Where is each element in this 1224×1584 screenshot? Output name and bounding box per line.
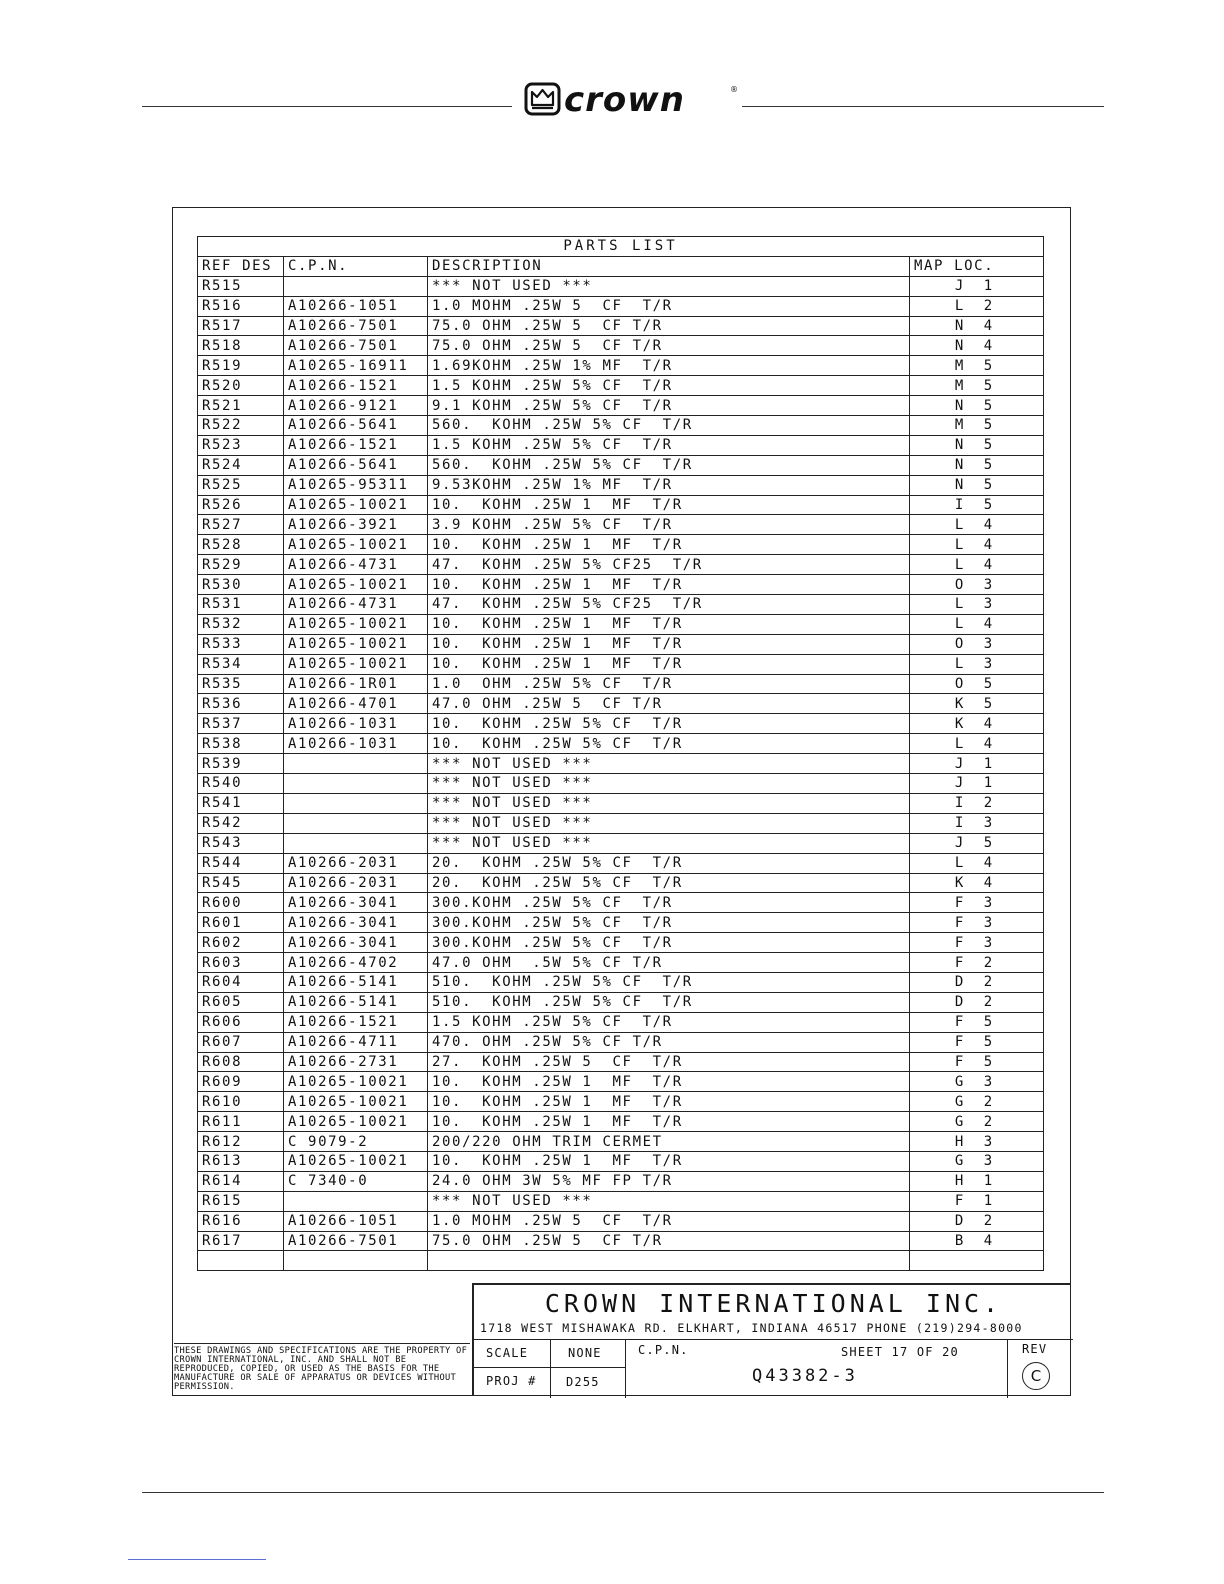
ref-des-cell: R516 — [198, 296, 284, 316]
description-cell: 47. KOHM .25W 5% CF25 T/R — [428, 595, 910, 615]
map-loc-cell: M 5 — [910, 376, 1044, 396]
table-row — [198, 893, 1044, 913]
col-header-map-loc: MAP LOC. — [910, 256, 1044, 276]
ref-des-cell: R606 — [198, 1012, 284, 1032]
table-row — [198, 853, 1044, 873]
cpn-cell: A10266-3921 — [284, 515, 428, 535]
map-loc-cell: G 2 — [910, 1092, 1044, 1112]
table-row — [198, 455, 1044, 475]
table-row — [198, 634, 1044, 654]
map-loc-cell: N 5 — [910, 475, 1044, 495]
scale-label: SCALE — [486, 1346, 529, 1360]
cpn-cell: A10266-5141 — [284, 972, 428, 992]
proprietary-notice: THESE DRAWINGS AND SPECIFICATIONS ARE THE PROPERTY OF CROWN INTERNATIONAL, INC. AND SHALL NOT BE REPRODUCED, COPIED, OR USED AS THE BASIS FOR THE MANUFACTURE OR SALE OF APPARATUS OR DEVICES WITHOUT PERMISSION. — [174, 1343, 470, 1392]
table-row — [198, 873, 1044, 893]
ref-des-cell: R608 — [198, 1052, 284, 1072]
cpn-cell: A10266-1051 — [284, 296, 428, 316]
description-cell: 75.0 OHM .25W 5 CF T/R — [428, 316, 910, 336]
description-cell: 47.0 OHM .5W 5% CF T/R — [428, 953, 910, 973]
ref-des-cell: R535 — [198, 674, 284, 694]
ref-des-cell: R607 — [198, 1032, 284, 1052]
description-cell: 1.0 MOHM .25W 5 CF T/R — [428, 1211, 910, 1231]
cpn-cell: A10266-4711 — [284, 1032, 428, 1052]
description-cell: 300.KOHM .25W 5% CF T/R — [428, 893, 910, 913]
description-cell: *** NOT USED *** — [428, 774, 910, 794]
cpn-cell: A10265-10021 — [284, 575, 428, 595]
cpn-label: C.P.N. — [638, 1343, 689, 1357]
map-loc-cell: M 5 — [910, 416, 1044, 436]
ref-des-cell: R523 — [198, 435, 284, 455]
description-cell: 1.5 KOHM .25W 5% CF T/R — [428, 435, 910, 455]
table-row — [198, 1171, 1044, 1191]
cpn-cell — [284, 1251, 428, 1271]
cpn-cell: A10266-7501 — [284, 1231, 428, 1251]
ref-des-cell: R524 — [198, 455, 284, 475]
description-cell: *** NOT USED *** — [428, 833, 910, 853]
cpn-cell: A10266-1521 — [284, 376, 428, 396]
description-cell: 24.0 OHM 3W 5% MF FP T/R — [428, 1171, 910, 1191]
registered-mark: ® — [730, 85, 738, 94]
map-loc-cell: O 3 — [910, 575, 1044, 595]
description-cell: 10. KOHM .25W 1 MF T/R — [428, 575, 910, 595]
cpn-cell: A10266-4702 — [284, 953, 428, 973]
cpn-cell: A10266-4731 — [284, 555, 428, 575]
map-loc-cell: L 4 — [910, 555, 1044, 575]
description-cell: 3.9 KOHM .25W 5% CF T/R — [428, 515, 910, 535]
map-loc-cell: H 1 — [910, 1171, 1044, 1191]
map-loc-cell: J 1 — [910, 276, 1044, 296]
description-cell: 9.1 KOHM .25W 5% CF T/R — [428, 396, 910, 416]
map-loc-cell: M 5 — [910, 356, 1044, 376]
cpn-value: Q43382-3 — [752, 1366, 858, 1386]
description-cell: 560. KOHM .25W 5% CF T/R — [428, 416, 910, 436]
map-loc-cell: L 4 — [910, 614, 1044, 634]
table-row — [198, 1112, 1044, 1132]
table-row — [198, 913, 1044, 933]
cpn-cell: A10266-1521 — [284, 1012, 428, 1032]
table-row — [198, 356, 1044, 376]
col-header-cpn: C.P.N. — [284, 256, 428, 276]
table-row — [198, 614, 1044, 634]
map-loc-cell: N 5 — [910, 396, 1044, 416]
map-loc-cell: O 3 — [910, 634, 1044, 654]
cpn-cell: A10266-2031 — [284, 873, 428, 893]
table-row — [198, 734, 1044, 754]
parts-list-body — [198, 276, 1044, 1271]
cpn-cell: A10265-10021 — [284, 495, 428, 515]
cpn-cell — [284, 833, 428, 853]
description-cell: *** NOT USED *** — [428, 813, 910, 833]
table-row — [198, 416, 1044, 436]
cpn-cell: C 7340-0 — [284, 1171, 428, 1191]
sheet-number: SHEET 17 OF 20 — [841, 1345, 959, 1359]
company-address: 1718 WEST MISHAWAKA RD. ELKHART, INDIANA 46517 PHONE (219)294-8000 — [480, 1321, 1023, 1335]
ref-des-cell: R544 — [198, 853, 284, 873]
cpn-cell — [284, 793, 428, 813]
map-loc-cell: F 5 — [910, 1052, 1044, 1072]
ref-des-cell: R612 — [198, 1132, 284, 1152]
rev-value: C — [1022, 1362, 1050, 1390]
table-row — [198, 1132, 1044, 1152]
map-loc-cell: F 3 — [910, 913, 1044, 933]
ref-des-cell: R601 — [198, 913, 284, 933]
map-loc-cell: K 4 — [910, 714, 1044, 734]
table-row — [198, 535, 1044, 555]
description-cell: *** NOT USED *** — [428, 754, 910, 774]
map-loc-cell: L 4 — [910, 515, 1044, 535]
rev-label: REV — [1022, 1342, 1048, 1356]
table-row — [198, 694, 1044, 714]
description-cell: 27. KOHM .25W 5 CF T/R — [428, 1052, 910, 1072]
ref-des-cell: R604 — [198, 972, 284, 992]
ref-des-cell: R534 — [198, 654, 284, 674]
description-cell: 20. KOHM .25W 5% CF T/R — [428, 853, 910, 873]
ref-des-cell: R525 — [198, 475, 284, 495]
map-loc-cell: L 4 — [910, 853, 1044, 873]
title-block-divider — [474, 1339, 1073, 1340]
description-cell: 300.KOHM .25W 5% CF T/R — [428, 933, 910, 953]
ref-des-cell: R616 — [198, 1211, 284, 1231]
ref-des-cell: R515 — [198, 276, 284, 296]
table-row — [198, 754, 1044, 774]
description-cell: 10. KOHM .25W 1 MF T/R — [428, 634, 910, 654]
ref-des-cell: R536 — [198, 694, 284, 714]
table-row — [198, 813, 1044, 833]
ref-des-cell: R519 — [198, 356, 284, 376]
cpn-cell: A10265-16911 — [284, 356, 428, 376]
ref-des-cell: R526 — [198, 495, 284, 515]
cpn-cell: A10266-3041 — [284, 913, 428, 933]
col-header-ref-des: REF DES — [198, 256, 284, 276]
map-loc-cell: F 3 — [910, 893, 1044, 913]
map-loc-cell: D 2 — [910, 1211, 1044, 1231]
cpn-cell: A10266-4731 — [284, 595, 428, 615]
table-row — [198, 555, 1044, 575]
title-block-divider — [1007, 1339, 1008, 1398]
ref-des-cell: R532 — [198, 614, 284, 634]
ref-des-cell: R541 — [198, 793, 284, 813]
table-row — [198, 1191, 1044, 1211]
table-row — [198, 276, 1044, 296]
header-rule-left — [142, 106, 512, 107]
table-row — [198, 1092, 1044, 1112]
cpn-cell: A10266-5641 — [284, 416, 428, 436]
ref-des-cell: R617 — [198, 1231, 284, 1251]
map-loc-cell: D 2 — [910, 992, 1044, 1012]
description-cell: 10. KOHM .25W 5% CF T/R — [428, 714, 910, 734]
description-cell: 510. KOHM .25W 5% CF T/R — [428, 972, 910, 992]
map-loc-cell: K 4 — [910, 873, 1044, 893]
title-block — [472, 1283, 1071, 1396]
ref-des-cell: R615 — [198, 1191, 284, 1211]
ref-des-cell: R517 — [198, 316, 284, 336]
description-cell: 1.5 KOHM .25W 5% CF T/R — [428, 1012, 910, 1032]
cpn-cell: A10266-1051 — [284, 1211, 428, 1231]
table-row — [198, 933, 1044, 953]
table-row — [198, 1211, 1044, 1231]
table-row — [198, 953, 1044, 973]
table-row — [198, 774, 1044, 794]
description-cell: *** NOT USED *** — [428, 1191, 910, 1211]
description-cell: 10. KOHM .25W 1 MF T/R — [428, 654, 910, 674]
title-block-divider — [625, 1339, 626, 1398]
table-row — [198, 992, 1044, 1012]
map-loc-cell: G 3 — [910, 1151, 1044, 1171]
table-row — [198, 1072, 1044, 1092]
map-loc-cell: J 1 — [910, 754, 1044, 774]
scale-value: NONE — [568, 1346, 602, 1360]
description-cell: 10. KOHM .25W 5% CF T/R — [428, 734, 910, 754]
map-loc-cell: G 3 — [910, 1072, 1044, 1092]
cpn-cell: A10266-3041 — [284, 893, 428, 913]
cpn-cell: A10266-5141 — [284, 992, 428, 1012]
cpn-cell: A10266-1R01 — [284, 674, 428, 694]
description-cell: 1.5 KOHM .25W 5% CF T/R — [428, 376, 910, 396]
map-loc-cell: J 1 — [910, 774, 1044, 794]
cpn-cell: A10265-10021 — [284, 634, 428, 654]
ref-des-cell: R540 — [198, 774, 284, 794]
map-loc-cell: I 3 — [910, 813, 1044, 833]
footer-link-underline — [128, 1559, 266, 1560]
description-cell: 10. KOHM .25W 1 MF T/R — [428, 1151, 910, 1171]
description-cell: 75.0 OHM .25W 5 CF T/R — [428, 1231, 910, 1251]
description-cell: 75.0 OHM .25W 5 CF T/R — [428, 336, 910, 356]
map-loc-cell: I 5 — [910, 495, 1044, 515]
table-row — [198, 316, 1044, 336]
cpn-cell: A10266-5641 — [284, 455, 428, 475]
cpn-cell: A10265-95311 — [284, 475, 428, 495]
ref-des-cell: R528 — [198, 535, 284, 555]
map-loc-cell: K 5 — [910, 694, 1044, 714]
cpn-cell — [284, 813, 428, 833]
table-row — [198, 1012, 1044, 1032]
map-loc-cell: J 5 — [910, 833, 1044, 853]
proj-value: D255 — [566, 1375, 600, 1389]
ref-des-cell: R605 — [198, 992, 284, 1012]
map-loc-cell: F 5 — [910, 1012, 1044, 1032]
ref-des-cell: R609 — [198, 1072, 284, 1092]
table-row — [198, 396, 1044, 416]
map-loc-cell: L 2 — [910, 296, 1044, 316]
description-cell: 10. KOHM .25W 1 MF T/R — [428, 495, 910, 515]
map-loc-cell: F 5 — [910, 1032, 1044, 1052]
table-row — [198, 654, 1044, 674]
table-row — [198, 1032, 1044, 1052]
map-loc-cell: F 1 — [910, 1191, 1044, 1211]
col-header-description: DESCRIPTION — [428, 256, 910, 276]
description-cell: 1.0 OHM .25W 5% CF T/R — [428, 674, 910, 694]
cpn-cell: A10265-10021 — [284, 1072, 428, 1092]
ref-des-cell: R545 — [198, 873, 284, 893]
map-loc-cell: F 2 — [910, 953, 1044, 973]
table-row — [198, 972, 1044, 992]
cpn-cell: A10266-3041 — [284, 933, 428, 953]
cpn-cell — [284, 276, 428, 296]
cpn-cell: A10266-9121 — [284, 396, 428, 416]
ref-des-cell: R611 — [198, 1112, 284, 1132]
map-loc-cell: H 3 — [910, 1132, 1044, 1152]
header-rule-right — [742, 106, 1104, 107]
table-row — [198, 595, 1044, 615]
company-name: CROWN INTERNATIONAL INC. — [544, 1289, 1003, 1318]
footer-rule — [142, 1492, 1104, 1493]
map-loc-cell: B 4 — [910, 1231, 1044, 1251]
ref-des-cell: R527 — [198, 515, 284, 535]
description-cell: 10. KOHM .25W 1 MF T/R — [428, 1112, 910, 1132]
cpn-cell: A10266-1521 — [284, 435, 428, 455]
description-cell: 9.53KOHM .25W 1% MF T/R — [428, 475, 910, 495]
map-loc-cell: O 5 — [910, 674, 1044, 694]
table-row — [198, 1151, 1044, 1171]
cpn-cell: A10265-10021 — [284, 535, 428, 555]
table-row — [198, 376, 1044, 396]
ref-des-cell: R543 — [198, 833, 284, 853]
ref-des-cell: R614 — [198, 1171, 284, 1191]
ref-des-cell — [198, 1251, 284, 1271]
table-row — [198, 674, 1044, 694]
table-row — [198, 1052, 1044, 1072]
table-row — [198, 435, 1044, 455]
cpn-cell: A10265-10021 — [284, 1151, 428, 1171]
description-cell — [428, 1251, 910, 1271]
ref-des-cell: R518 — [198, 336, 284, 356]
ref-des-cell: R542 — [198, 813, 284, 833]
table-row — [198, 1231, 1044, 1251]
cpn-cell: A10266-1031 — [284, 714, 428, 734]
description-cell: 300.KOHM .25W 5% CF T/R — [428, 913, 910, 933]
parts-list-table — [197, 236, 1044, 1271]
map-loc-cell: L 3 — [910, 595, 1044, 615]
proj-label: PROJ # — [486, 1374, 537, 1388]
table-row — [198, 336, 1044, 356]
description-cell: *** NOT USED *** — [428, 276, 910, 296]
description-cell: 200/220 OHM TRIM CERMET — [428, 1132, 910, 1152]
table-row — [198, 575, 1044, 595]
ref-des-cell: R613 — [198, 1151, 284, 1171]
map-loc-cell: F 3 — [910, 933, 1044, 953]
ref-des-cell: R603 — [198, 953, 284, 973]
table-row — [198, 714, 1044, 734]
cpn-cell: A10266-2731 — [284, 1052, 428, 1072]
table-row — [198, 475, 1044, 495]
cpn-cell: A10265-10021 — [284, 654, 428, 674]
description-cell: 20. KOHM .25W 5% CF T/R — [428, 873, 910, 893]
description-cell: 10. KOHM .25W 1 MF T/R — [428, 535, 910, 555]
cpn-cell — [284, 754, 428, 774]
cpn-cell: A10266-4701 — [284, 694, 428, 714]
ref-des-cell: R537 — [198, 714, 284, 734]
ref-des-cell: R600 — [198, 893, 284, 913]
description-cell: 470. OHM .25W 5% CF T/R — [428, 1032, 910, 1052]
table-row — [198, 793, 1044, 813]
description-cell: 510. KOHM .25W 5% CF T/R — [428, 992, 910, 1012]
cpn-cell — [284, 1191, 428, 1211]
map-loc-cell: N 4 — [910, 336, 1044, 356]
cpn-cell — [284, 774, 428, 794]
description-cell: 10. KOHM .25W 1 MF T/R — [428, 614, 910, 634]
ref-des-cell: R522 — [198, 416, 284, 436]
cpn-cell: A10265-10021 — [284, 1092, 428, 1112]
ref-des-cell: R602 — [198, 933, 284, 953]
map-loc-cell: N 5 — [910, 455, 1044, 475]
cpn-cell: A10265-10021 — [284, 1112, 428, 1132]
brand-wordmark: crown — [564, 80, 685, 118]
ref-des-cell: R533 — [198, 634, 284, 654]
ref-des-cell: R529 — [198, 555, 284, 575]
crown-logo — [524, 80, 739, 118]
description-cell: 47. KOHM .25W 5% CF25 T/R — [428, 555, 910, 575]
cpn-cell: A10265-10021 — [284, 614, 428, 634]
description-cell: 560. KOHM .25W 5% CF T/R — [428, 455, 910, 475]
map-loc-cell: L 4 — [910, 734, 1044, 754]
map-loc-cell: G 2 — [910, 1112, 1044, 1132]
ref-des-cell: R531 — [198, 595, 284, 615]
ref-des-cell: R521 — [198, 396, 284, 416]
map-loc-cell: D 2 — [910, 972, 1044, 992]
cpn-cell: A10266-7501 — [284, 336, 428, 356]
description-cell: 10. KOHM .25W 1 MF T/R — [428, 1072, 910, 1092]
table-row — [198, 833, 1044, 853]
ref-des-cell: R610 — [198, 1092, 284, 1112]
table-row — [198, 495, 1044, 515]
table-row — [198, 296, 1044, 316]
map-loc-cell: N 4 — [910, 316, 1044, 336]
description-cell: *** NOT USED *** — [428, 793, 910, 813]
title-block-divider — [550, 1339, 551, 1398]
map-loc-cell: I 2 — [910, 793, 1044, 813]
parts-list-title: PARTS LIST — [198, 237, 1044, 257]
table-row — [198, 515, 1044, 535]
ref-des-cell: R520 — [198, 376, 284, 396]
ref-des-cell: R538 — [198, 734, 284, 754]
ref-des-cell: R530 — [198, 575, 284, 595]
map-loc-cell: N 5 — [910, 435, 1044, 455]
description-cell: 1.0 MOHM .25W 5 CF T/R — [428, 296, 910, 316]
map-loc-cell: L 4 — [910, 535, 1044, 555]
cpn-cell: A10266-7501 — [284, 316, 428, 336]
cpn-cell: A10266-2031 — [284, 853, 428, 873]
map-loc-cell: L 3 — [910, 654, 1044, 674]
description-cell: 47.0 OHM .25W 5 CF T/R — [428, 694, 910, 714]
map-loc-cell — [910, 1251, 1044, 1271]
description-cell: 1.69KOHM .25W 1% MF T/R — [428, 356, 910, 376]
cpn-cell: C 9079-2 — [284, 1132, 428, 1152]
ref-des-cell: R539 — [198, 754, 284, 774]
description-cell: 10. KOHM .25W 1 MF T/R — [428, 1092, 910, 1112]
cpn-cell: A10266-1031 — [284, 734, 428, 754]
table-row — [198, 1251, 1044, 1271]
